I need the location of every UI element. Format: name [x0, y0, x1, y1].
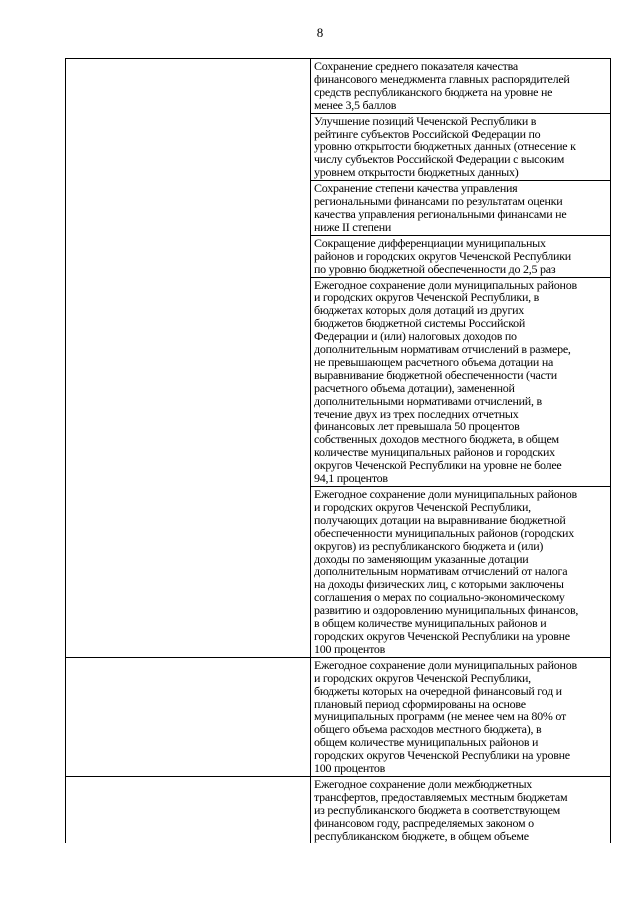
indicator-cell [311, 181, 611, 236]
indicator-cell [311, 235, 611, 277]
indicator-text: Ежегодное сохранение доли муниципальных районов и городских округов Чеченской Республики, получающих дотации на выравнивание бюджетной обеспеченности муниципальных районов (городских округов) из республиканского бюджета и (или) доходы по заменяющим указанные дотации дополнительным нормативам отчислений от налога на доходы физических лиц, с которыми заключены соглашения о мерах по социально-экономическому развитию и оздоровлению муниципальных финансов, в общем количестве муниципальных районов и городских округов Чеченской Республики на уровне 100 процентов [314, 487, 579, 656]
table-row [66, 776, 611, 843]
indicator-text: Ежегодное сохранение доли муниципальных районов и городских округов Чеченской Республики, бюджеты которых на очередной финансовый год и плановый период сформированы на основе муниципальных программ (не менее чем на 80% от общего объема расходов местного бюджета), в общем количестве муниципальных районов и городских округов Чеченской Республики на уровне 100 процентов [314, 657, 577, 776]
page-number: 8 [316, 25, 324, 40]
indicator-text: Ежегодное сохранение доли муниципальных районов и городских округов Чеченской Республики, в бюджетах которых доля дотаций из других бюджетов бюджетной системы Российской Федерации и (или) налоговых доходов по дополнительным нормативам отчислений в размере, не превышающем расчетного объема дотации на выравнивание бюджетной обеспеченности (части расчетного объема дотации), замененной дополнительными нормативами отчислений, в течение двух из трех последних отчетных финансовых лет превышала 50 процентов собственных доходов местного бюджета, в общем количестве муниципальных районов и городских округов Чеченской Республики на уровне не более 94,1 процентов [314, 277, 577, 486]
indicator-cell [311, 776, 611, 843]
indicator-text: Сокращение дифференциации муниципальных районов и городских округов Чеченской Республики по уровню бюджетной обеспеченности до 2,5 раз [314, 235, 571, 276]
indicator-cell [311, 487, 611, 658]
indicator-text: Сохранение среднего показателя качества финансового менеджмента главных распорядителей средств республиканского бюджета на уровне не менее 3,5 баллов [314, 59, 570, 112]
table-row [66, 657, 611, 776]
indicator-cell [311, 59, 611, 114]
left-cell-text [66, 59, 310, 61]
left-cell-group-2 [66, 657, 311, 776]
table-row [66, 59, 611, 114]
indicator-text: Сохранение степени качества управления региональными финансами по результатам оценки качества управления региональными финансами не ниже II степени [314, 181, 567, 234]
indicator-text: Ежегодное сохранение доли межбюджетных трансфертов, предоставляемых местным бюджетам из республиканского бюджета в соответствующем финансовом году, распределяемых законом о республиканском бюджете, в общем объеме [314, 776, 568, 843]
left-cell-text [66, 777, 310, 779]
indicator-cell [311, 657, 611, 776]
indicator-cell [311, 277, 611, 487]
indicator-cell [311, 113, 611, 181]
indicator-text: Улучшение позиций Чеченской Республики в рейтинге субъектов Российской Федерации по уровню открытости бюджетных данных (отнесение к числу субъектов Российской Федерации с высоким уровнем открытости бюджетных данных) [314, 113, 576, 180]
left-cell-group-3 [66, 776, 311, 843]
targets-table [65, 58, 611, 843]
left-cell-text [66, 658, 310, 660]
left-cell-group-1 [66, 59, 311, 658]
